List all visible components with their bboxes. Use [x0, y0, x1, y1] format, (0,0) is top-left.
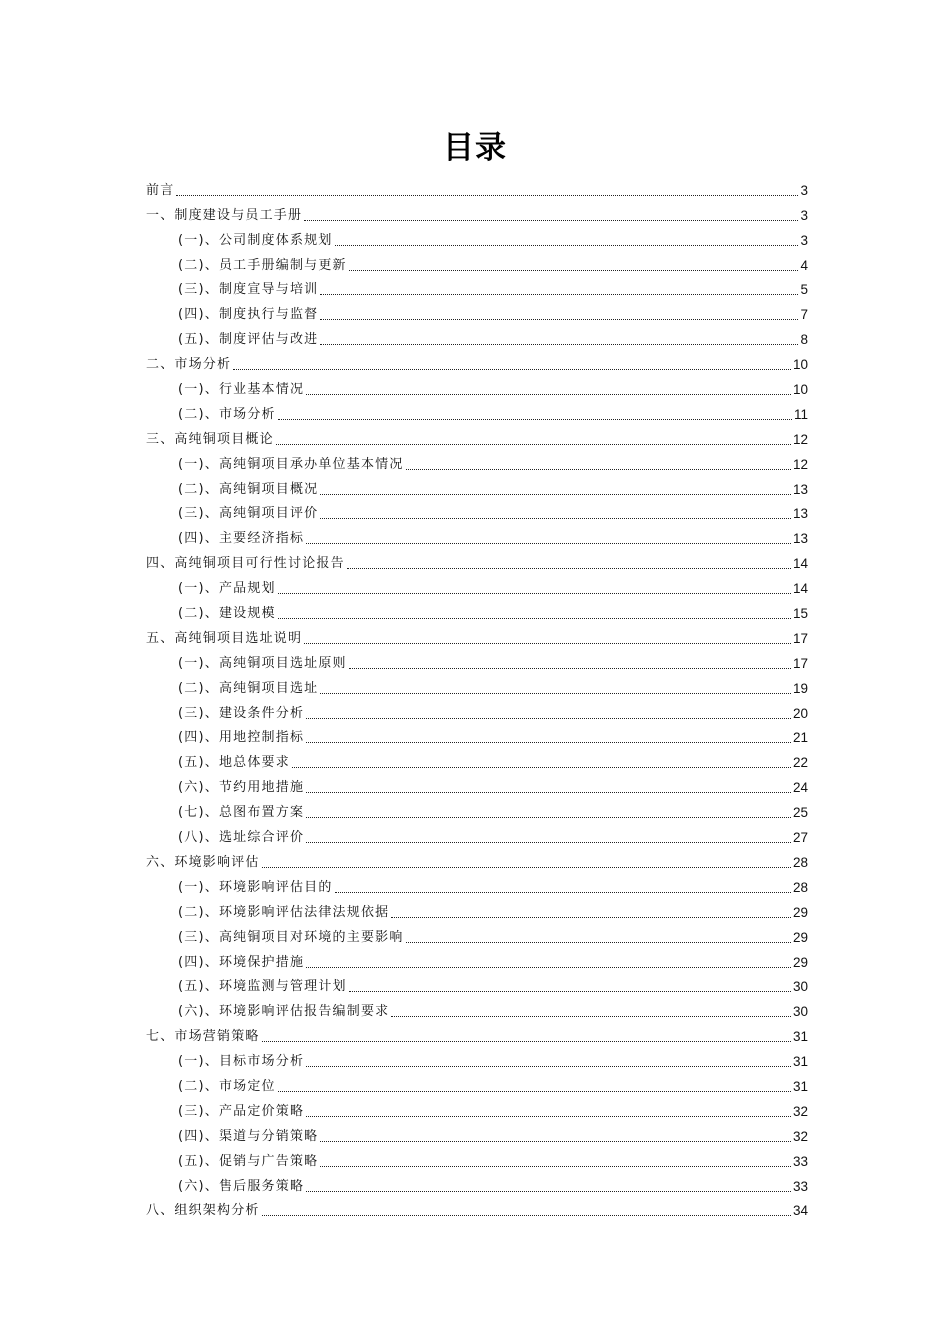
dot-leader: [306, 792, 791, 793]
toc-section-entry[interactable]: [146, 872, 808, 897]
toc-entry-label: (四)、制度执行与监督: [178, 307, 319, 323]
toc-entry-label: (七)、总图布置方案: [178, 805, 305, 821]
toc-entry-label: 六、环境影响评估: [146, 854, 260, 870]
toc-section-entry[interactable]: [146, 374, 808, 399]
toc-entry-label: (一)、目标市场分析: [178, 1054, 305, 1070]
toc-section-entry[interactable]: [146, 1146, 808, 1171]
toc-section-entry[interactable]: [146, 275, 808, 300]
dot-leader: [306, 718, 791, 719]
toc-entry-page-number: 28: [792, 879, 808, 895]
dot-leader: [349, 991, 791, 992]
dot-leader: [306, 1116, 791, 1117]
dot-leader: [320, 1166, 791, 1167]
toc-entry-page-number: 8: [800, 332, 808, 348]
dot-leader: [335, 245, 799, 246]
dot-leader: [320, 1141, 791, 1142]
dot-leader: [278, 593, 791, 594]
toc-entry-label: (二)、环境影响评估法律法规依据: [178, 904, 390, 920]
dot-leader: [306, 543, 791, 544]
toc-section-entry[interactable]: [146, 772, 808, 797]
toc-section-entry[interactable]: [146, 1171, 808, 1196]
toc-entry-page-number: 31: [792, 1078, 808, 1094]
toc-entry-page-number: 5: [800, 282, 808, 298]
toc-section-entry[interactable]: [146, 922, 808, 947]
toc-entry-label: 七、市场营销策略: [146, 1029, 260, 1045]
dot-leader: [262, 1215, 791, 1216]
toc-entry-page-number: 32: [792, 1128, 808, 1144]
dot-leader: [292, 767, 791, 768]
dot-leader: [278, 1091, 791, 1092]
dot-leader: [304, 643, 791, 644]
dot-leader: [306, 817, 791, 818]
toc-section-entry[interactable]: [146, 449, 808, 474]
toc-entry-page-number: 15: [792, 606, 808, 622]
toc-entry-page-number: 25: [792, 805, 808, 821]
dot-leader: [349, 270, 799, 271]
toc-entry-label: (四)、用地控制指标: [178, 730, 305, 746]
table-of-contents: [146, 175, 808, 1220]
toc-section-entry[interactable]: [146, 1121, 808, 1146]
dot-leader: [320, 319, 798, 320]
dot-leader: [278, 618, 791, 619]
toc-entry-page-number: 3: [800, 207, 808, 223]
toc-entry-page-number: 32: [792, 1103, 808, 1119]
toc-entry-page-number: 20: [792, 705, 808, 721]
toc-entry-page-number: 19: [792, 680, 808, 696]
dot-leader: [306, 842, 791, 843]
toc-entry-page-number: 33: [792, 1178, 808, 1194]
toc-section-entry[interactable]: [146, 747, 808, 772]
toc-entry-label: (三)、产品定价策略: [178, 1103, 305, 1119]
toc-entry-page-number: 17: [792, 655, 808, 671]
toc-entry-label: (六)、售后服务策略: [178, 1178, 305, 1194]
toc-chapter-entry[interactable]: [146, 424, 808, 449]
toc-section-entry[interactable]: [146, 399, 808, 424]
toc-section-entry[interactable]: [146, 598, 808, 623]
dot-leader: [320, 494, 791, 495]
toc-section-entry[interactable]: [146, 698, 808, 723]
toc-entry-label: 三、高纯铜项目概论: [146, 431, 274, 447]
toc-entry-page-number: 14: [792, 556, 808, 572]
toc-entry-page-number: 31: [792, 1029, 808, 1045]
toc-section-entry[interactable]: [146, 1046, 808, 1071]
toc-entry-label: (三)、高纯铜项目评价: [178, 506, 319, 522]
toc-entry-label: (五)、促销与广告策略: [178, 1153, 319, 1169]
toc-entry-page-number: 13: [792, 531, 808, 547]
dot-leader: [391, 917, 791, 918]
toc-entry-page-number: 17: [792, 630, 808, 646]
toc-entry-page-number: 28: [792, 854, 808, 870]
toc-entry-label: (一)、行业基本情况: [178, 382, 305, 398]
toc-section-entry[interactable]: [146, 1096, 808, 1121]
toc-entry-page-number: 12: [792, 431, 808, 447]
toc-entry-page-number: 4: [800, 257, 808, 273]
toc-section-entry[interactable]: [146, 523, 808, 548]
toc-entry-label: (二)、高纯铜项目概况: [178, 481, 319, 497]
toc-section-entry[interactable]: [146, 822, 808, 847]
toc-entry-label: (一)、环境影响评估目的: [178, 879, 333, 895]
dot-leader: [320, 693, 791, 694]
toc-entry-label: (一)、高纯铜项目承办单位基本情况: [178, 456, 404, 472]
toc-entry-label: 前言: [146, 182, 175, 198]
dot-leader: [176, 195, 798, 196]
toc-entry-page-number: 10: [792, 357, 808, 373]
toc-section-entry[interactable]: [146, 324, 808, 349]
toc-section-entry[interactable]: [146, 996, 808, 1021]
page-title: 目录: [443, 130, 507, 166]
toc-entry-label: (五)、地总体要求: [178, 755, 290, 771]
toc-entry-label: 一、制度建设与员工手册: [146, 207, 303, 223]
toc-entry-page-number: 27: [792, 830, 808, 846]
dot-leader: [320, 294, 798, 295]
toc-section-entry[interactable]: [146, 947, 808, 972]
toc-entry-page-number: 30: [792, 1004, 808, 1020]
toc-entry-page-number: 29: [792, 954, 808, 970]
toc-entry-page-number: 24: [792, 780, 808, 796]
toc-chapter-entry[interactable]: [146, 200, 808, 225]
toc-entry-label: (二)、员工手册编制与更新: [178, 257, 347, 273]
toc-entry-label: 二、市场分析: [146, 357, 232, 373]
toc-entry-label: (二)、高纯铜项目选址: [178, 680, 319, 696]
toc-entry-label: (八)、选址综合评价: [178, 830, 305, 846]
dot-leader: [306, 394, 791, 395]
toc-section-entry[interactable]: [146, 299, 808, 324]
dot-leader: [406, 469, 791, 470]
toc-entry-page-number: 13: [792, 481, 808, 497]
dot-leader: [306, 967, 791, 968]
toc-entry-page-number: 31: [792, 1054, 808, 1070]
dot-leader: [306, 742, 791, 743]
dot-leader: [304, 220, 798, 221]
toc-chapter-entry[interactable]: [146, 548, 808, 573]
dot-leader: [406, 942, 791, 943]
toc-entry-page-number: 3: [800, 182, 808, 198]
toc-chapter-entry[interactable]: [146, 623, 808, 648]
toc-entry-page-number: 30: [792, 979, 808, 995]
toc-entry-page-number: 34: [792, 1203, 808, 1219]
toc-entry-label: (三)、制度宣导与培训: [178, 282, 319, 298]
toc-section-entry[interactable]: [146, 797, 808, 822]
toc-entry-label: 五、高纯铜项目选址说明: [146, 630, 303, 646]
toc-entry-page-number: 3: [800, 232, 808, 248]
toc-chapter-entry[interactable]: [146, 1021, 808, 1046]
toc-entry-label: (六)、环境影响评估报告编制要求: [178, 1004, 390, 1020]
toc-entry-label: (六)、节约用地措施: [178, 780, 305, 796]
toc-entry-page-number: 11: [793, 406, 808, 422]
toc-section-entry[interactable]: [146, 648, 808, 673]
dot-leader: [320, 518, 791, 519]
toc-chapter-entry[interactable]: [146, 847, 808, 872]
toc-entry-label: (一)、产品规划: [178, 581, 276, 597]
dot-leader: [262, 1041, 791, 1042]
dot-leader: [320, 344, 798, 345]
toc-section-entry[interactable]: [146, 573, 808, 598]
dot-leader: [306, 1066, 791, 1067]
toc-section-entry[interactable]: [146, 474, 808, 499]
toc-entry-page-number: 22: [792, 755, 808, 771]
toc-section-entry[interactable]: [146, 723, 808, 748]
toc-chapter-entry[interactable]: [146, 1196, 808, 1221]
dot-leader: [278, 419, 792, 420]
toc-chapter-entry[interactable]: [146, 175, 808, 200]
toc-section-entry[interactable]: [146, 972, 808, 997]
toc-entry-label: (二)、建设规模: [178, 606, 276, 622]
toc-entry-page-number: 13: [792, 506, 808, 522]
toc-chapter-entry[interactable]: [146, 349, 808, 374]
toc-entry-label: (一)、高纯铜项目选址原则: [178, 655, 347, 671]
toc-section-entry[interactable]: [146, 499, 808, 524]
toc-entry-label: 八、组织架构分析: [146, 1203, 260, 1219]
dot-leader: [276, 444, 791, 445]
toc-entry-label: (四)、主要经济指标: [178, 531, 305, 547]
toc-entry-page-number: 14: [792, 581, 808, 597]
toc-entry-label: 四、高纯铜项目可行性讨论报告: [146, 556, 345, 572]
toc-entry-label: (五)、环境监测与管理计划: [178, 979, 347, 995]
toc-entry-label: (二)、市场定位: [178, 1078, 276, 1094]
toc-entry-page-number: 10: [792, 382, 808, 398]
dot-leader: [233, 369, 791, 370]
toc-entry-label: (三)、建设条件分析: [178, 705, 305, 721]
toc-section-entry[interactable]: [146, 225, 808, 250]
dot-leader: [349, 668, 791, 669]
toc-entry-label: (四)、环境保护措施: [178, 954, 305, 970]
toc-section-entry[interactable]: [146, 897, 808, 922]
toc-entry-label: (一)、公司制度体系规划: [178, 232, 333, 248]
toc-entry-page-number: 29: [792, 929, 808, 945]
toc-entry-label: (五)、制度评估与改进: [178, 332, 319, 348]
toc-section-entry[interactable]: [146, 1071, 808, 1096]
toc-entry-label: (三)、高纯铜项目对环境的主要影响: [178, 929, 404, 945]
dot-leader: [306, 1191, 791, 1192]
toc-entry-page-number: 29: [792, 904, 808, 920]
dot-leader: [335, 892, 791, 893]
toc-entry-label: (四)、渠道与分销策略: [178, 1128, 319, 1144]
toc-entry-page-number: 12: [792, 456, 808, 472]
toc-section-entry[interactable]: [146, 250, 808, 275]
toc-entry-page-number: 7: [800, 307, 808, 323]
dot-leader: [262, 867, 791, 868]
toc-section-entry[interactable]: [146, 673, 808, 698]
dot-leader: [391, 1016, 791, 1017]
toc-entry-label: (二)、市场分析: [178, 406, 276, 422]
toc-entry-page-number: 21: [792, 730, 808, 746]
toc-entry-page-number: 33: [792, 1153, 808, 1169]
dot-leader: [347, 568, 791, 569]
